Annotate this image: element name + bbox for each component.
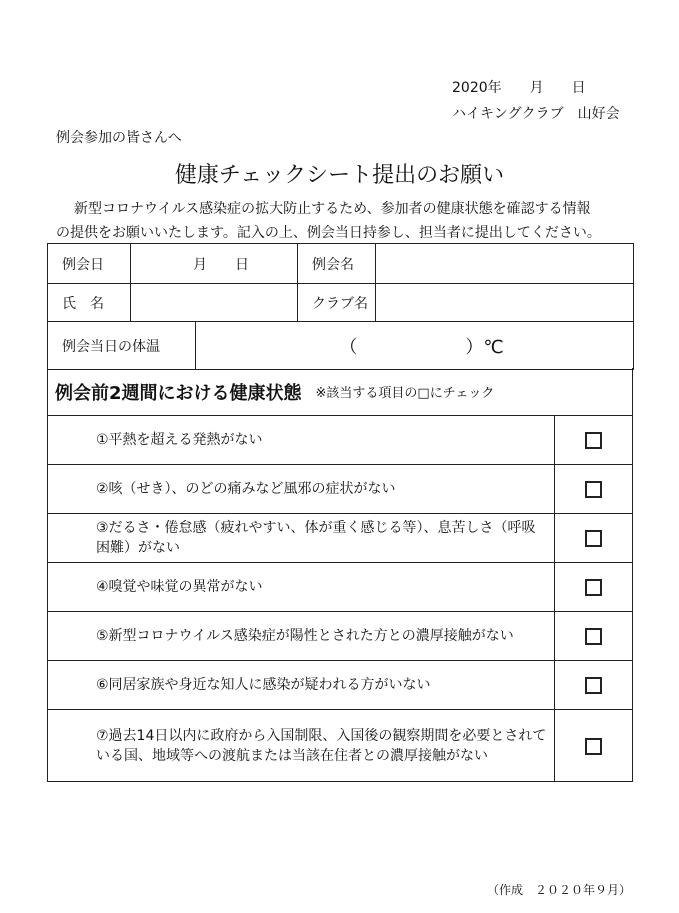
- info-form-table: [47, 243, 634, 370]
- health-item-4: [48, 563, 632, 612]
- health-item-text: ⑦過去14日以内に政府から入国制限、入国後の観察期間を必要とされている国、地域等への渡航または当該在住者との濃厚接触がない: [48, 710, 555, 782]
- health-item-check-cell: [555, 710, 632, 782]
- health-status-title: 例会前2週間における健康状態: [55, 382, 302, 404]
- form-row-meeting: [48, 244, 634, 284]
- intro-line-2: の提供をお願いいたします。記入の上、例会当日持参し、担当者に提出してください。: [56, 225, 601, 241]
- health-item-1: [48, 416, 632, 465]
- intro-paragraph: [56, 197, 636, 245]
- health-item-check-cell: [555, 465, 632, 513]
- checkbox[interactable]: [585, 738, 602, 755]
- health-status-note: ※該当する項目の□にチェック: [315, 386, 495, 401]
- health-item-text: ⑤新型コロナウイルス感染症が陽性とされた方との濃厚接触がない: [48, 612, 555, 660]
- name-label: 氏 名: [48, 284, 131, 322]
- intro-line-1: 新型コロナウイルス感染症の拡大防止するため、参加者の健康状態を確認する情報: [74, 201, 591, 217]
- form-row-temperature: [48, 322, 634, 370]
- health-item-7: [48, 710, 632, 782]
- document-title: 健康チェックシート提出のお願い: [174, 163, 505, 188]
- health-item-6: [48, 661, 632, 710]
- health-item-check-cell: [555, 661, 632, 709]
- health-item-text: ②咳（せき）、のどの痛みなど風邪の症状がない: [48, 465, 555, 513]
- checkbox[interactable]: [585, 677, 602, 694]
- health-item-5: [48, 612, 632, 661]
- health-item-check-cell: [555, 612, 632, 660]
- health-item-check-cell: [555, 416, 632, 464]
- health-item-check-cell: [555, 563, 632, 611]
- club-name-header: ハイキングクラブ 山好会: [452, 106, 620, 122]
- creation-date-footer: （作成 ２０２０年９月）: [486, 883, 631, 897]
- checkbox[interactable]: [585, 432, 602, 449]
- health-item-text: ④嗅覚や味覚の異常がない: [48, 563, 555, 611]
- checkbox[interactable]: [585, 481, 602, 498]
- meeting-name-field[interactable]: [376, 244, 634, 284]
- meeting-date-label: 例会日: [48, 244, 131, 284]
- temperature-label: 例会当日の体温: [48, 322, 196, 370]
- meeting-date-field[interactable]: 月 日: [131, 244, 298, 284]
- meeting-name-label: 例会名: [298, 244, 376, 284]
- name-field[interactable]: [131, 284, 298, 322]
- health-item-2: [48, 465, 632, 514]
- checkbox[interactable]: [585, 530, 602, 547]
- health-item-3: [48, 514, 632, 563]
- greeting: 例会参加の皆さんへ: [56, 130, 182, 146]
- club-name-field[interactable]: [376, 284, 634, 322]
- temperature-field[interactable]: [196, 322, 634, 370]
- checkbox[interactable]: [585, 579, 602, 596]
- date-line: 2020年 月 日: [452, 80, 586, 96]
- checkbox[interactable]: [585, 628, 602, 645]
- club-name-label: クラブ名: [298, 284, 376, 322]
- health-status-header: [48, 368, 632, 416]
- health-item-check-cell: [555, 514, 632, 562]
- health-status-section: [47, 368, 633, 782]
- temperature-value: （ ）℃: [339, 336, 504, 358]
- health-item-text: ③だるさ・倦怠感（疲れやすい、体が重く感じる等）、息苦しさ（呼吸困難）がない: [48, 514, 555, 562]
- form-row-name: [48, 284, 634, 322]
- health-item-text: ⑥同居家族や身近な知人に感染が疑われる方がいない: [48, 661, 555, 709]
- health-item-text: ①平熱を超える発熱がない: [48, 416, 555, 464]
